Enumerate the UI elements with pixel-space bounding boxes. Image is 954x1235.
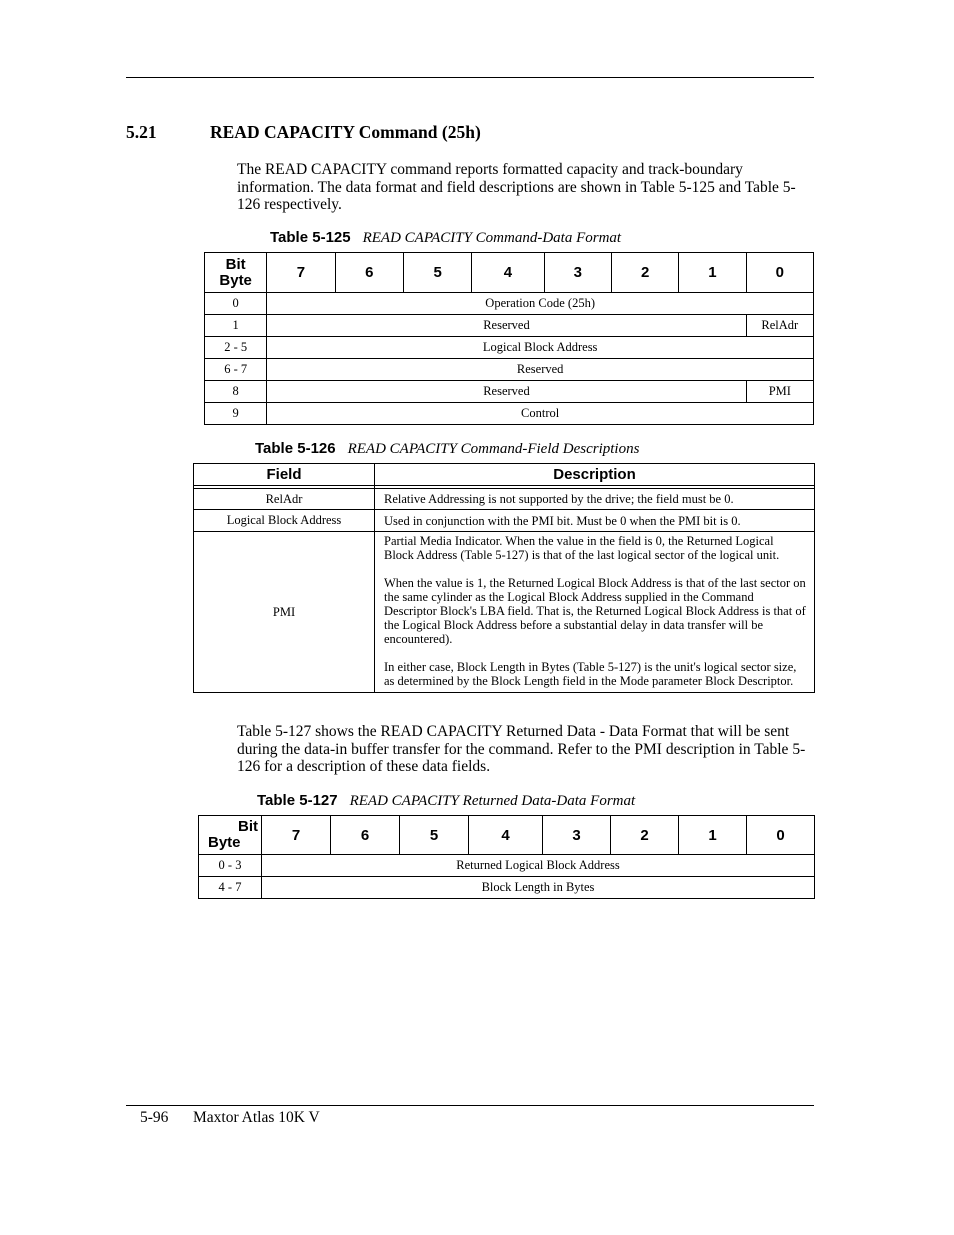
bit-3-header: 3 — [544, 253, 611, 293]
table-row — [194, 489, 815, 510]
table-row — [194, 532, 815, 693]
bit-2-header: 2 — [611, 253, 678, 293]
bit-5-header: 5 — [400, 816, 469, 855]
description-column-header: Description — [375, 464, 815, 486]
field-name-cell: RelAdr — [194, 489, 375, 510]
table-126-label: Table 5-126 — [255, 440, 336, 457]
field-cell: Block Length in Bytes — [262, 877, 815, 899]
byte-cell: 9 — [205, 403, 267, 425]
table-125-label: Table 5-125 — [270, 229, 351, 246]
table-row — [205, 381, 814, 403]
table-126-caption — [255, 440, 639, 458]
byte-cell: 8 — [205, 381, 267, 403]
bit-3-header: 3 — [543, 816, 611, 855]
byte-label: Byte — [208, 834, 241, 851]
bit-4-header: 4 — [472, 253, 544, 293]
bit0-cell: PMI — [746, 381, 813, 403]
page-number: 5-96 — [140, 1109, 169, 1126]
bit-label: Bit — [238, 818, 258, 835]
returned-data-format-table — [198, 815, 815, 899]
table-125-caption — [270, 229, 621, 247]
section-number: 5.21 — [126, 122, 157, 142]
field-cell: Returned Logical Block Address — [262, 855, 815, 877]
bit-1-header: 1 — [679, 253, 746, 293]
bit-byte-header — [205, 253, 267, 293]
bit-4-header: 4 — [469, 816, 543, 855]
table-row — [205, 337, 814, 359]
footer-rule — [126, 1105, 814, 1106]
table-127-caption — [257, 792, 635, 810]
byte-cell: 0 - 3 — [199, 855, 262, 877]
field-descriptions-table — [193, 463, 815, 693]
section-heading — [126, 122, 481, 143]
document-title: Maxtor Atlas 10K V — [193, 1109, 320, 1126]
bit-6-header: 6 — [335, 253, 403, 293]
byte-cell: 6 - 7 — [205, 359, 267, 381]
description-text: Partial Media Indicator. When the value in the field is 0, the Returned Logical Block Address (Table 5-127) is that of the last logical sector of the logical unit. — [384, 534, 780, 562]
table-row — [199, 877, 815, 899]
header-rule — [126, 77, 814, 78]
byte-cell: 2 - 5 — [205, 337, 267, 359]
table-row — [205, 403, 814, 425]
byte-cell: 4 - 7 — [199, 877, 262, 899]
byte-cell: 0 — [205, 293, 267, 315]
table-row — [199, 855, 815, 877]
byte-label: Byte — [219, 271, 252, 289]
description-text: Used in conjunction with the PMI bit. Must be 0 when the PMI bit is 0. — [384, 513, 741, 528]
field-cell: Reserved — [267, 381, 746, 403]
bit-2-header: 2 — [611, 816, 679, 855]
field-column-header: Field — [194, 464, 375, 486]
intro-paragraph: The READ CAPACITY command reports formatted capacity and track-boundary information. The data format and field descriptions are shown in Table 5-125 and Table 5-126 respectively. — [237, 161, 796, 213]
page-footer — [140, 1109, 320, 1127]
section-title: READ CAPACITY Command (25h) — [210, 122, 481, 142]
bit-0-header: 0 — [746, 253, 813, 293]
table-126-title: READ CAPACITY Command-Field Descriptions — [347, 441, 640, 457]
bit-0-header: 0 — [747, 816, 815, 855]
table-row — [205, 315, 814, 337]
bit-6-header: 6 — [331, 816, 400, 855]
table-127-intro-paragraph: Table 5-127 shows the READ CAPACITY Returned Data - Data Format that will be sent during the data-in buffer transfer for the command. Refer to the PMI description in Table 5-126 for a description of these data fields. — [237, 723, 806, 775]
bit-1-header: 1 — [679, 816, 747, 855]
byte-cell: 1 — [205, 315, 267, 337]
table-row — [205, 359, 814, 381]
field-cell: Reserved — [267, 315, 746, 337]
bit-5-header: 5 — [403, 253, 471, 293]
field-cell: Logical Block Address — [267, 337, 814, 359]
field-description-cell — [375, 489, 815, 510]
table-127-label: Table 5-127 — [257, 792, 338, 809]
table-127-title: READ CAPACITY Returned Data-Data Format — [349, 793, 636, 809]
table-row — [194, 510, 815, 532]
bit-7-header: 7 — [262, 816, 331, 855]
bit0-cell: RelAdr — [746, 315, 813, 337]
field-name-cell: Logical Block Address — [194, 510, 375, 532]
description-text: Relative Addressing is not supported by the drive; the field must be 0. — [384, 492, 734, 506]
description-text: When the value is 1, the Returned Logical Block Address is that of the last sector on the same cylinder as the Logical Block Address supplied in the Command Descriptor Block's LBA field. That is, the Returned Logical Block Address is that of the Logical Block Address before a substantial delay in data transfer will be encountered). — [384, 576, 806, 646]
bit-byte-header — [199, 816, 262, 855]
table-row — [205, 293, 814, 315]
field-description-cell — [375, 532, 815, 693]
field-cell: Reserved — [267, 359, 814, 381]
field-name-cell: PMI — [194, 532, 375, 693]
field-cell: Control — [267, 403, 814, 425]
description-text: In either case, Block Length in Bytes (Table 5-127) is the unit's logical sector size, as determined by the Block Length field in the Mode parameter Block Descriptor. — [384, 660, 797, 688]
field-description-cell — [375, 510, 815, 532]
bit-7-header: 7 — [267, 253, 335, 293]
command-data-format-table — [204, 252, 814, 425]
table-125-title: READ CAPACITY Command-Data Format — [362, 230, 622, 246]
bit-label: Bit — [225, 255, 246, 273]
field-cell: Operation Code (25h) — [267, 293, 814, 315]
